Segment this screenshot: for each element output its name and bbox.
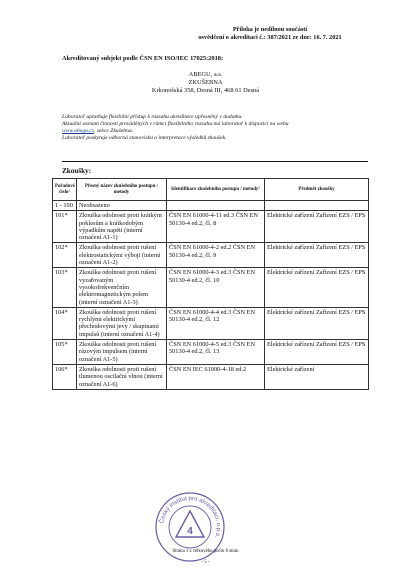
row-number: 106* xyxy=(53,364,77,389)
tests-table xyxy=(52,178,369,390)
accreditation-title: Akreditovaný subjekt podle ČSN EN ISO/IEC 17025:2018: xyxy=(62,55,224,62)
stamp-text: Český institut pro akreditaci, o.p.s. xyxy=(159,495,222,539)
table-row xyxy=(53,201,369,211)
header-method-id: Identifikace zkušebního postupu / metody² xyxy=(167,179,265,201)
row-subject: Elektrické zařízení Zařízení EZS / EPS xyxy=(265,243,369,268)
row-method-id: ČSN EN 61000-4-5 ed.3 ČSN EN 50130-4 ed.2, čl. 13 xyxy=(167,340,265,365)
table-row xyxy=(53,268,369,307)
row-subject xyxy=(265,201,369,211)
row-method-id xyxy=(167,201,265,211)
row-method-name: Zkouška odolnosti proti krátkým poklesům a krátkodobým výpadkům napětí (interní označení A1-1) xyxy=(77,211,167,243)
row-method-name: Zkouška odolnosti proti rušení rázovým impulsem (interní označení A1-5) xyxy=(77,340,167,365)
row-method-id: ČSN EN IEC 61000-4-18 ed.2 xyxy=(167,364,265,389)
note-flexible-scope: Laboratoř uplatňuje flexibilní přístup k rozsahu akreditace upřesněný v dodatku. xyxy=(62,114,243,120)
row-subject: Elektrické zařízení Zařízení EZS / EPS xyxy=(265,211,369,243)
note-web-link-line xyxy=(62,128,362,135)
note-web-section: , sekce Zkušebna. xyxy=(93,128,134,134)
row-method-name: Zkouška odolnosti proti rušení elektrostatickými výboji (interní označení A1-2) xyxy=(77,243,167,268)
page-number-mark: - 5 - xyxy=(201,560,210,565)
row-method-name: Neobsazeno xyxy=(77,201,167,211)
row-method-id: ČSN EN 61000-4-2 ed.2 ČSN EN 50130-4 ed.2, čl. 9 xyxy=(167,243,265,268)
row-method-id: ČSN EN 61000-4-4 ed.3 ČSN EN 50130-4 ed.2, čl. 12 xyxy=(167,307,265,339)
note-web-list: Aktuální seznam činností prováděných v rámci flexibilního rozsahu má laboratoř k dispozici na webu xyxy=(62,121,289,127)
table-row xyxy=(53,243,369,268)
table-row xyxy=(53,340,369,365)
header-method-name: Přesný název zkušebního postupu / metody xyxy=(77,179,167,201)
row-number: 1 - 100 xyxy=(53,201,77,211)
notes-block xyxy=(62,114,362,142)
row-subject: Elektrické zařízení Zařízení EZS / EPS xyxy=(265,340,369,365)
table-header-row xyxy=(53,179,369,201)
row-subject: Elektrické zařízení Zařízení EZS / EPS xyxy=(265,307,369,339)
row-number: 105* xyxy=(53,340,77,365)
organization-unit: ZKUŠEBNA xyxy=(188,79,223,86)
header-line-1: Příloha je nedílnou součástí xyxy=(232,26,308,33)
note-opinions: Laboratoř poskytuje odborná stanoviska a interpretace výsledků zkoušek. xyxy=(62,135,227,141)
table-row xyxy=(53,364,369,389)
page-count-text: Strana 1 z celkového počtu 6 stran xyxy=(172,549,239,554)
table-row xyxy=(53,211,369,243)
website-link[interactable]: www.abegu.cz xyxy=(62,128,94,134)
row-number: 104* xyxy=(53,307,77,339)
stamp-number: 4 xyxy=(187,526,193,537)
tests-title: Zkoušky: xyxy=(62,167,92,175)
row-method-name: Zkouška odolnosti proti rušení vyzařovaným vysokofrekvenčním elektromagnetickým polem (interní označení A1-3) xyxy=(77,268,167,307)
header-test-subject: Předmět zkoušky xyxy=(265,179,369,201)
table-row xyxy=(53,307,369,339)
organization-name: ABEGU, a.s. xyxy=(188,71,223,78)
row-subject: Elektrické zařízení Zařízení EZS / EPS xyxy=(265,268,369,307)
row-number: 101* xyxy=(53,211,77,243)
row-method-id: ČSN EN 61000-4-3 ed.3 ČSN EN 50130-4 ed.2, čl. 10 xyxy=(167,268,265,307)
row-subject: Elektrické zařízení xyxy=(265,364,369,389)
header-order-number: Pořadové číslo¹ xyxy=(53,179,77,201)
row-number: 102* xyxy=(53,243,77,268)
header-line-2: osvědčení o akreditaci č.: 387/2021 ze dne: 16. 7. 2021 xyxy=(198,34,342,41)
divider xyxy=(62,161,368,162)
row-method-name: Zkouška odolnosti proti rušení tlumenou oscilační vlnou (interní označení A1-6) xyxy=(77,364,167,389)
attachment-header xyxy=(175,26,365,42)
organization-address: Krkonošská 358, Desná III, 468 61 Desná xyxy=(151,87,260,94)
row-method-name: Zkouška odolnosti proti rušení rychlými elektrickými přechodovými jevy / skupinami impulsů (interní označení A1-4) xyxy=(77,307,167,339)
row-method-id: ČSN EN 61000-4-11 ed.3 ČSN EN 50130-4 ed.2, čl. 8 xyxy=(167,211,265,243)
row-number: 103* xyxy=(53,268,77,307)
